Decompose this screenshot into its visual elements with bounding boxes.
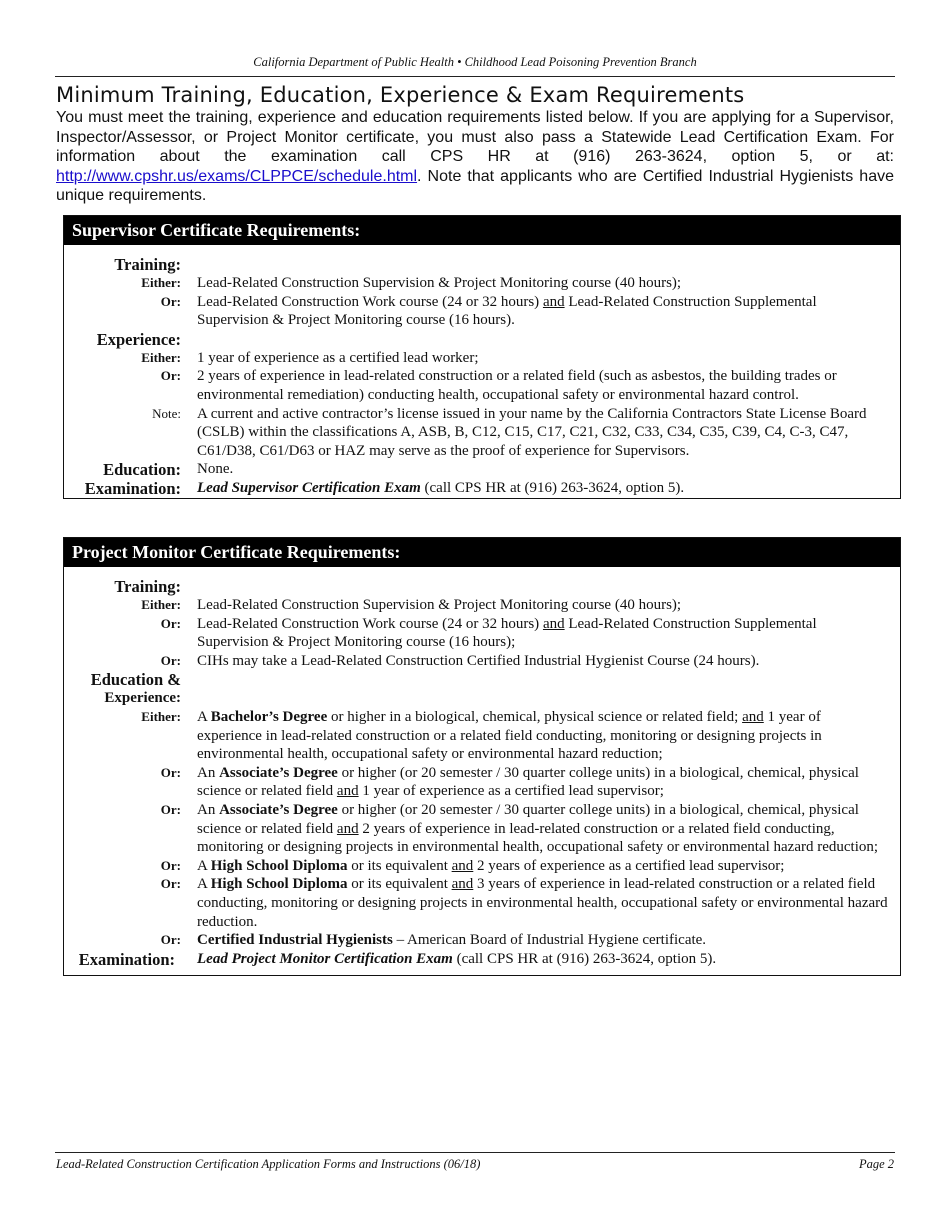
monitor-exam-text: Lead Project Monitor Certification Exam (call CPS HR at (916) 263-3624, option 5). bbox=[197, 950, 717, 967]
monitor-bachelors-text: A Bachelor’s Degree or higher in a biological, chemical, physical science or related field; and 1 year of experience in lead-related construction or a related field conducting, monitoring or designing projects in environmental health, occupational safety or environmental hazard reduction; bbox=[197, 708, 822, 763]
supervisor-examination-row bbox=[64, 479, 900, 498]
supervisor-training-row bbox=[64, 255, 900, 274]
supervisor-training-either-text: Lead-Related Construction Supervision & Project Monitoring course (40 hours); bbox=[197, 275, 682, 291]
supervisor-training-or-text: Lead-Related Construction Work course (24 or 32 hours) and Lead-Related Construction Supplemental Supervision & Project Monitoring course (16 hours). bbox=[197, 293, 817, 329]
supervisor-experience-row bbox=[64, 330, 900, 349]
monitor-training-or bbox=[64, 615, 900, 652]
either-label: Either: bbox=[141, 708, 181, 724]
or-label: Or: bbox=[160, 615, 181, 631]
or-label: Or: bbox=[160, 857, 181, 873]
monitor-associates-2-text: An Associate’s Degree or higher (or 20 semester / 30 quarter college units) in a biological, chemical, physical science or related field and 2 years of experience in lead-related construction or a related field conducting, monitoring or designing projects in environmental health, occupational safety or environmental hazard reduction; bbox=[197, 801, 879, 856]
monitor-training-either-text: Lead-Related Construction Supervision & Project Monitoring course (40 hours); bbox=[197, 597, 682, 613]
supervisor-experience-or bbox=[64, 367, 900, 404]
or-label: Or: bbox=[160, 368, 181, 384]
training-label: Training: bbox=[114, 577, 181, 596]
supervisor-requirements-box bbox=[63, 215, 901, 499]
training-label: Training: bbox=[114, 255, 181, 274]
monitor-edexp-or-5 bbox=[64, 931, 900, 950]
project-monitor-heading: Project Monitor Certificate Requirements: bbox=[64, 538, 900, 567]
examination-label: Examination: bbox=[84, 479, 181, 499]
monitor-edexp-or-2 bbox=[64, 801, 900, 857]
monitor-highschool-2-text: A High School Diploma or its equivalent and 3 years of experience in lead-related construction or a related field conducting, monitoring or designing projects in environmental health, occupational safety or environmental hazard reduction. bbox=[197, 876, 888, 930]
page-number: Page 2 bbox=[858, 1157, 894, 1171]
either-label: Either: bbox=[141, 597, 181, 612]
experience-label: Experience: bbox=[96, 329, 181, 349]
examination-label: Examination: bbox=[78, 949, 175, 969]
or-label: Or: bbox=[160, 932, 181, 948]
supervisor-heading: Supervisor Certificate Requirements: bbox=[64, 216, 900, 245]
page-title: Minimum Training, Education, Experience & Exam Requirements bbox=[56, 83, 745, 107]
monitor-training-either bbox=[64, 596, 900, 615]
or-label: Or: bbox=[160, 652, 181, 668]
supervisor-experience-either-text: 1 year of experience as a certified lead worker; bbox=[197, 349, 479, 366]
education-experience-label: Education & bbox=[90, 670, 181, 690]
education-experience-label-2: Experience: bbox=[104, 690, 181, 707]
monitor-training-cih-text: CIHs may take a Lead-Related Construction Certified Industrial Hygienist Course (24 hours). bbox=[197, 652, 760, 669]
project-monitor-requirements-box bbox=[63, 537, 901, 976]
exam-schedule-link[interactable]: http://www.cpshr.us/exams/CLPPCE/schedule.html bbox=[56, 167, 418, 185]
intro-paragraph bbox=[56, 108, 894, 206]
monitor-edexp-row-2 bbox=[64, 689, 900, 708]
monitor-associates-1-text: An Associate’s Degree or higher (or 20 semester / 30 quarter college units) in a biological, chemical, physical science or related field and 1 year of experience as a certified lead supervisor; bbox=[197, 764, 859, 800]
monitor-highschool-1-text: A High School Diploma or its equivalent and 2 years of experience as a certified lead supervisor; bbox=[197, 857, 785, 874]
or-label: Or: bbox=[160, 801, 181, 817]
monitor-training-or-text: Lead-Related Construction Work course (24 or 32 hours) and Lead-Related Construction Supplemental Supervision & Project Monitoring course (16 hours); bbox=[197, 615, 817, 651]
header-divider bbox=[55, 76, 895, 77]
monitor-cih-text: Certified Industrial Hygienists – American Board of Industrial Hygiene certificate. bbox=[197, 932, 707, 949]
supervisor-training-either bbox=[64, 274, 900, 293]
education-label: Education: bbox=[103, 460, 181, 480]
page-header: California Department of Public Health • Childhood Lead Poisoning Prevention Branch bbox=[253, 55, 697, 69]
monitor-examination-row bbox=[64, 950, 900, 969]
either-label: Either: bbox=[141, 275, 181, 290]
supervisor-exam-text: Lead Supervisor Certification Exam (call CPS HR at (916) 263-3624, option 5). bbox=[197, 480, 685, 497]
monitor-training-or-cih bbox=[64, 652, 900, 671]
footer-divider bbox=[55, 1152, 895, 1153]
supervisor-education-text: None. bbox=[197, 461, 234, 478]
monitor-edexp-row-1 bbox=[64, 670, 900, 689]
footer-document-title: Lead-Related Construction Certification Application Forms and Instructions (06/18) bbox=[56, 1157, 481, 1171]
monitor-edexp-either bbox=[64, 708, 900, 764]
or-label: Or: bbox=[160, 293, 181, 309]
supervisor-experience-either bbox=[64, 349, 900, 368]
either-label: Either: bbox=[141, 349, 181, 365]
supervisor-training-or bbox=[64, 293, 900, 330]
supervisor-education-row bbox=[64, 460, 900, 479]
monitor-edexp-or-4 bbox=[64, 875, 900, 931]
intro-text-2: . Note that applicants who are Certified Industrial Hygienists have unique requirements. bbox=[56, 167, 894, 205]
note-label: Note: bbox=[152, 405, 181, 421]
or-label: Or: bbox=[160, 876, 181, 892]
or-label: Or: bbox=[160, 764, 181, 780]
monitor-edexp-or-1 bbox=[64, 764, 900, 801]
monitor-training-row bbox=[64, 577, 900, 596]
supervisor-note bbox=[64, 405, 900, 461]
intro-text-1: You must meet the training, experience and education requirements listed below. If you are applying for a Supervisor, Inspector/Assessor, or Project Monitor certificate, you must also pass a Statewide Lead Certification Exam. For information about the examination call CPS HR at (916) 263-3624, option 5, or at: bbox=[56, 109, 894, 166]
supervisor-experience-or-text: 2 years of experience in lead-related construction or a related field (such as asbestos, the building trades or environmental remediation) conducting health, occupational safety or environmental hazard control. bbox=[197, 368, 837, 403]
monitor-edexp-or-3 bbox=[64, 857, 900, 876]
supervisor-note-text: A current and active contractor’s license issued in your name by the California Contractors State License Board (CSLB) within the classifications A, ASB, B, C12, C15, C17, C21, C32, C33, C34, C35, C39, C4, C-3, C47, C61/D38, C61/D63 or HAZ may serve as the proof of experience for Supervisors. bbox=[197, 405, 867, 459]
